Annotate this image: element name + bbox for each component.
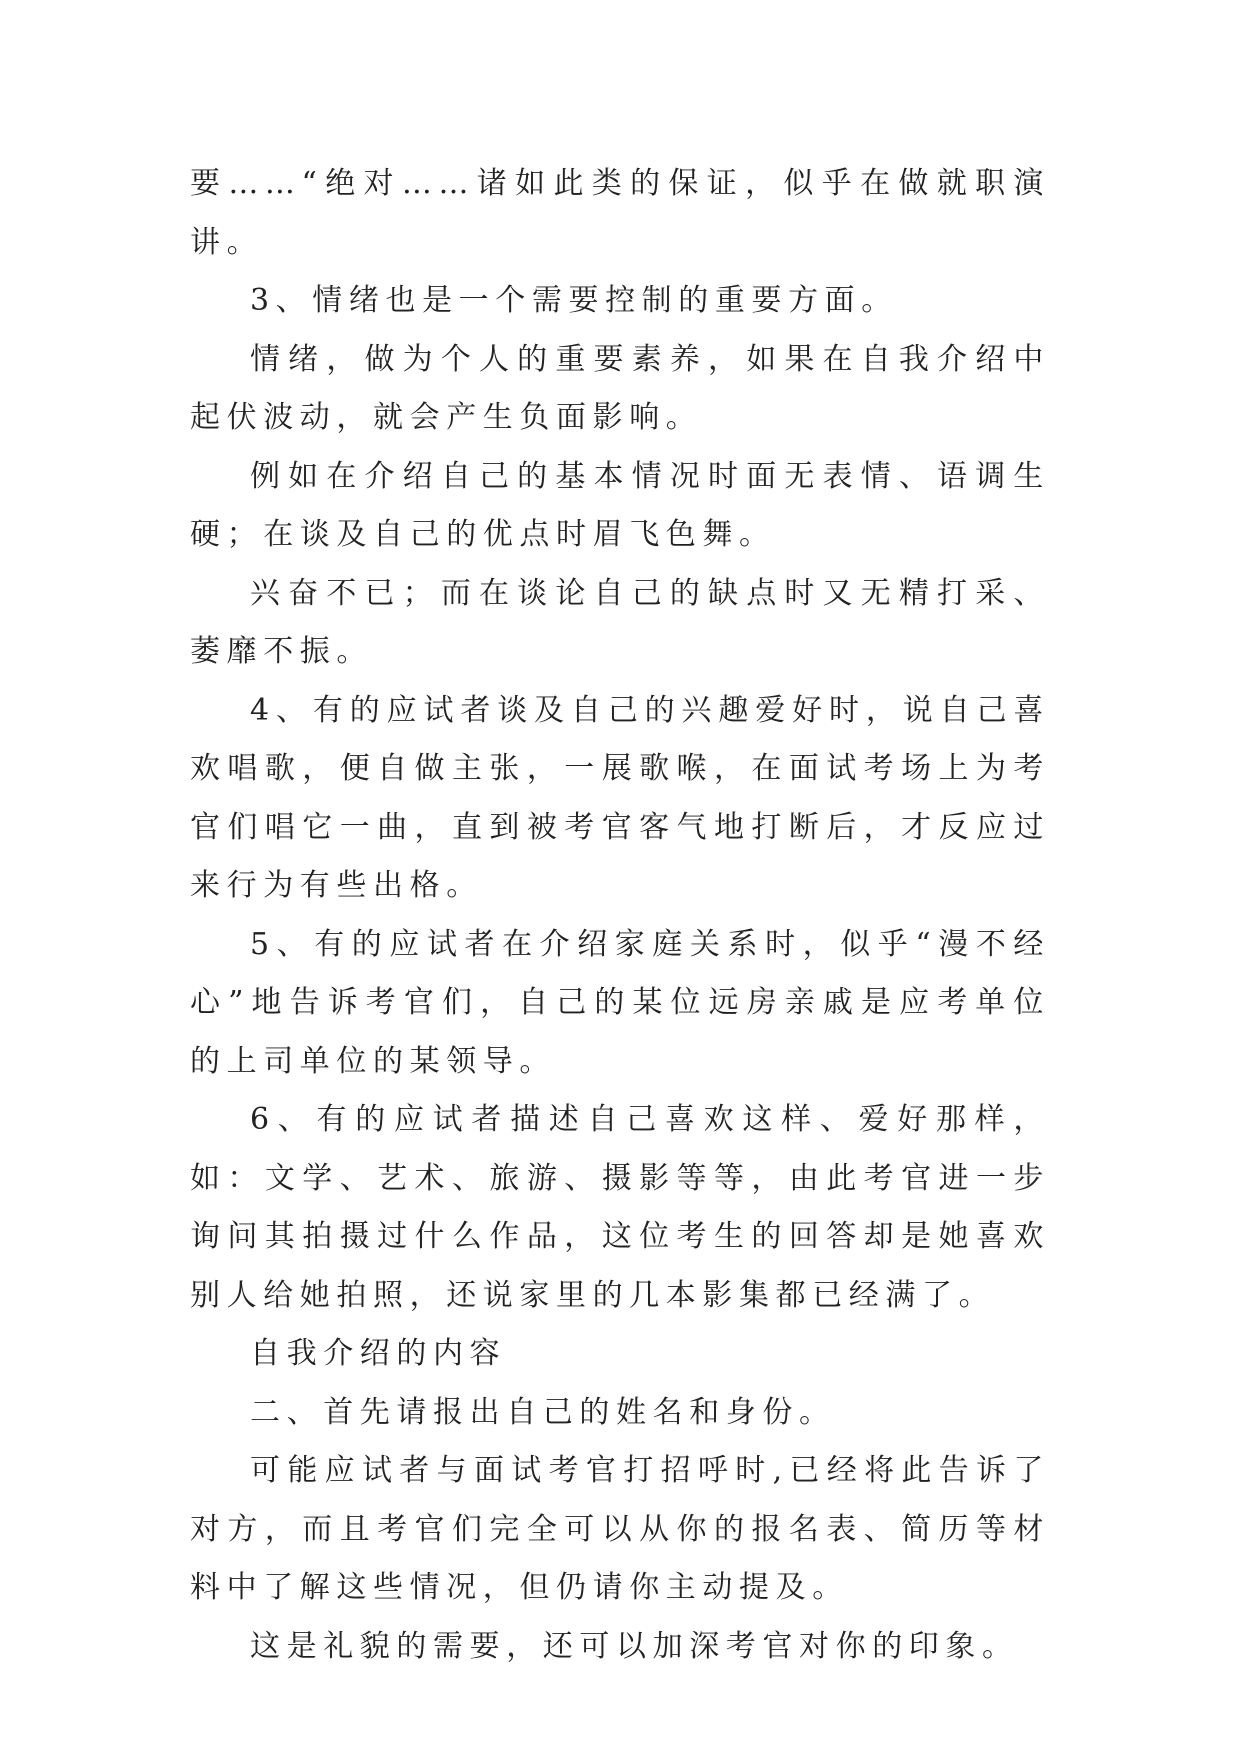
paragraph-point-5: 5、有的应试者在介绍家庭关系时，似乎“漫不经心”地告诉考官们，自己的某位远房亲戚是应考单位的上司单位的某领导。 — [190, 926, 1050, 1079]
paragraph-section-2: 二、首先请报出自己的姓名和身份。 — [250, 1394, 836, 1430]
paragraph-emotion: 情绪，做为个人的重要素养，如果在自我介绍中起伏波动，就会产生负面影响。 — [190, 341, 1050, 435]
paragraph-excited: 兴奋不已；而在谈论自己的缺点时又无精打采、萎靡不振。 — [190, 575, 1050, 669]
paragraph-continuation: 要……“绝对……诸如此类的保证，似乎在做就职演讲。 — [190, 166, 1050, 260]
paragraph-example: 例如在介绍自己的基本情况时面无表情、语调生硬；在谈及自己的优点时眉飞色舞。 — [190, 458, 1050, 552]
paragraph-courtesy: 这是礼貌的需要，还可以加深考官对你的印象。 — [250, 1628, 1019, 1664]
paragraph-point-3: 3、情绪也是一个需要控制的重要方面。 — [250, 283, 898, 318]
paragraph-point-6: 6、有的应试者描述自己喜欢这样、爱好那样，如：文学、艺术、旅游、摄影等等，由此考官进一步询问其拍摄过什么作品，这位考生的回答却是她喜欢别人给她拍照，还说家里的几本影集都已经满了。 — [190, 1102, 1050, 1313]
section-heading: 自我介绍的内容 — [250, 1336, 507, 1371]
document-body — [190, 155, 1050, 1676]
paragraph-point-4: 4、有的应试者谈及自己的兴趣爱好时，说自己喜欢唱歌，便自做主张，一展歌喉，在面试考场上为考官们唱它一曲，直到被考官客气地打断后，才反应过来行为有些出格。 — [190, 692, 1050, 903]
paragraph-greeting: 可能应试者与面试考官打招呼时,已经将此告诉了对方，而且考官们完全可以从你的报名表、简历等材料中了解这些情况，但仍请你主动提及。 — [190, 1453, 1050, 1605]
